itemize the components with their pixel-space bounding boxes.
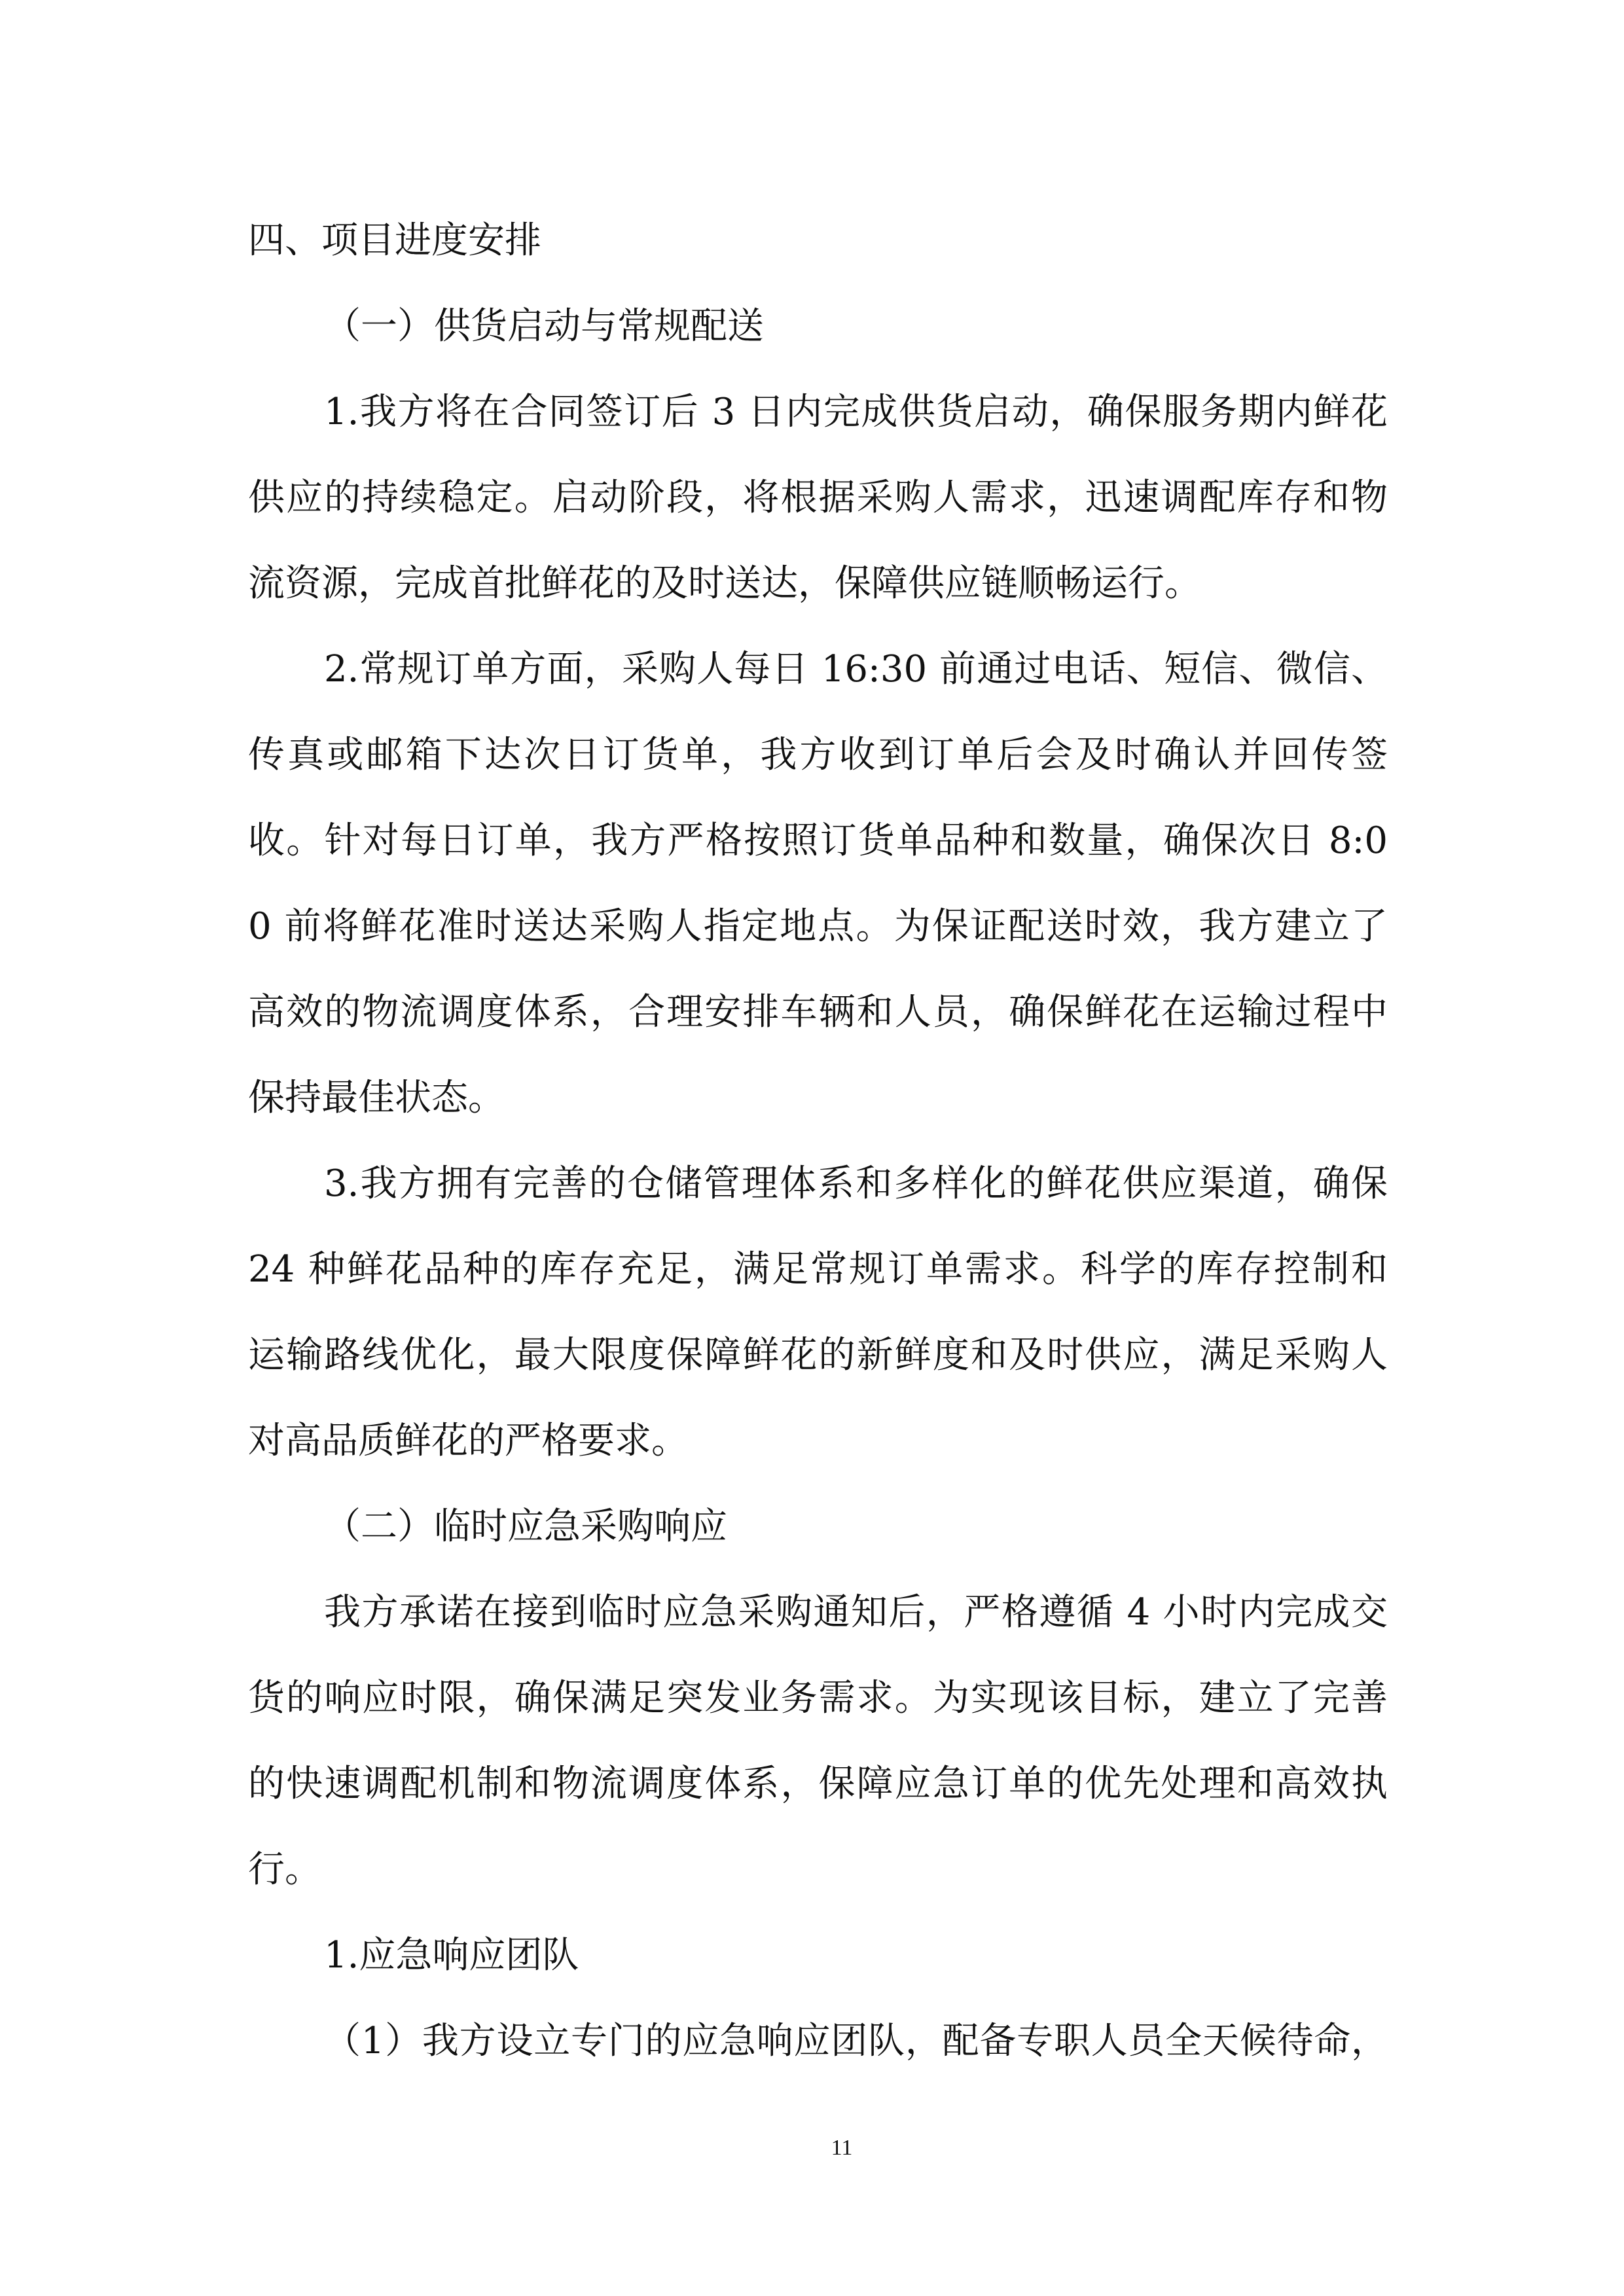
paragraph-4 [248, 1570, 1388, 1912]
paragraph-1 [248, 369, 1388, 626]
page-number: 11 [831, 2136, 853, 2160]
paragraph-line: 供应的持续稳定。启动阶段，将根据采购人需求，迅速调配库存和物 [248, 476, 1388, 519]
paragraph-line: 保持最佳状态。 [248, 1077, 505, 1119]
paragraph-2 [248, 626, 1388, 1141]
numbered-subheading: 1.应急响应团队 [324, 1934, 579, 1977]
paragraph-line: 我方承诺在接到临时应急采购通知后，严格遵循 4 小时内完成交 [324, 1591, 1388, 1634]
paragraph-line: 行。 [248, 1848, 321, 1891]
paragraph-line: 0 前将鲜花准时送达采购人指定地点。为保证配送时效，我方建立了 [248, 905, 1388, 948]
paragraph-line: 的快速调配机制和物流调度体系，保障应急订单的优先处理和高效执 [248, 1763, 1388, 1805]
document-page [248, 198, 1388, 2084]
paragraph-line: 3.我方拥有完善的仓储管理体系和多样化的鲜花供应渠道，确保 [324, 1162, 1388, 1205]
paragraph-line: 流资源，完成首批鲜花的及时送达，保障供应链顺畅运行。 [248, 562, 1201, 605]
list-item-1 [248, 1998, 1388, 2084]
paragraph-line: 高效的物流调度体系，合理安排车辆和人员，确保鲜花在运输过程中 [248, 991, 1388, 1033]
paragraph-line: 货的响应时限，确保满足突发业务需求。为实现该目标，建立了完善 [248, 1677, 1388, 1719]
section-heading: 四、项目进度安排 [248, 219, 541, 262]
subsection-title-2: （二）临时应急采购响应 [324, 1505, 727, 1548]
paragraph-line: 收。针对每日订单，我方严格按照订货单品种和数量，确保次日 8:0 [248, 819, 1388, 862]
paragraph-line: 24 种鲜花品种的库存充足，满足常规订单需求。科学的库存控制和 [248, 1248, 1388, 1291]
paragraph-line: 1.我方将在合同签订后 3 日内完成供货启动，确保服务期内鲜花 [324, 391, 1388, 433]
paragraph-line: 传真或邮箱下达次日订货单，我方收到订单后会及时确认并回传签 [248, 734, 1388, 776]
subsection-title-1: （一）供货启动与常规配送 [324, 305, 764, 348]
paragraph-line: 运输路线优化，最大限度保障鲜花的新鲜度和及时供应，满足采购人 [248, 1334, 1388, 1376]
paragraph-line: （1）我方设立专门的应急响应团队，配备专职人员全天候待命， [324, 2020, 1388, 2062]
paragraph-line: 2.常规订单方面，采购人每日 16:30 前通过电话、短信、微信、 [324, 648, 1388, 691]
paragraph-3 [248, 1141, 1388, 1484]
paragraph-line: 对高品质鲜花的严格要求。 [248, 1420, 688, 1462]
